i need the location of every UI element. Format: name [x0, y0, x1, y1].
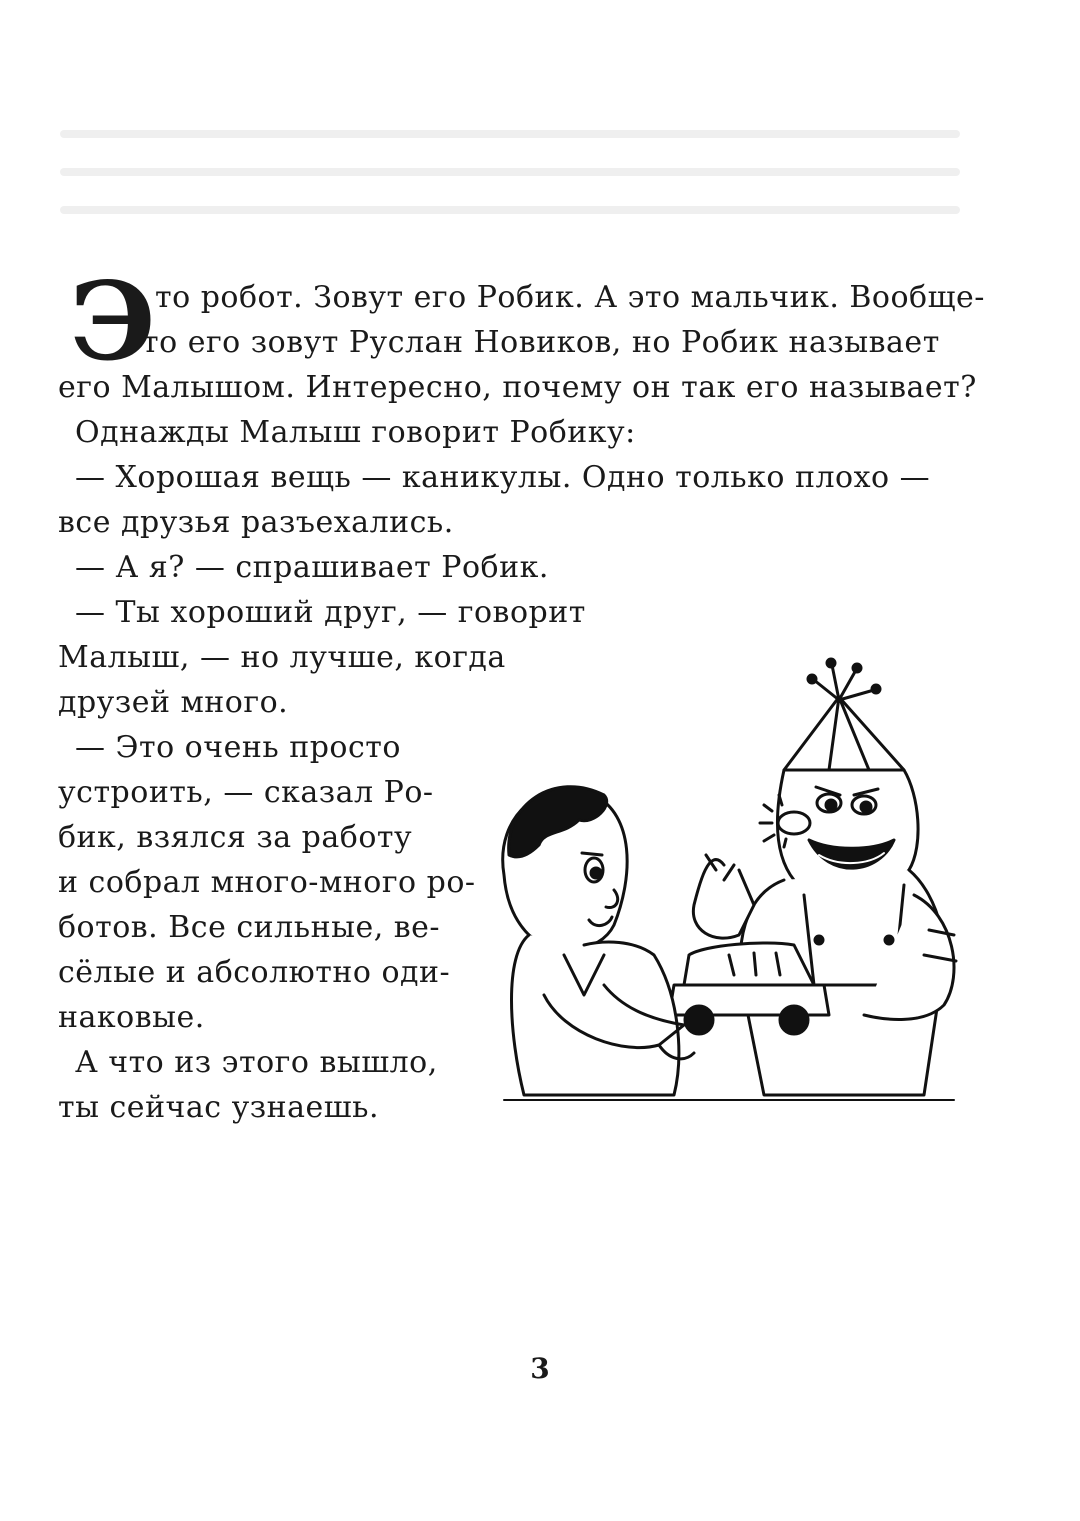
robot-antenna: [808, 659, 880, 700]
text-line-8: — Ты хороший друг, — говорит: [75, 595, 586, 630]
text-line-1: то робот. Зовут его Робик. А это мальчик. Вообще-: [155, 280, 985, 315]
text-line-12: устроить, — сказал Ро-: [58, 775, 434, 810]
text-line-9: Малыш, — но лучше, когда: [58, 640, 506, 675]
text-line-6: все друзья разъехались.: [58, 505, 454, 540]
boy-body: [512, 935, 679, 1095]
text-line-17: наковые.: [58, 1000, 205, 1035]
robot-and-boy-illustration: [484, 655, 984, 1135]
page-number: 3: [530, 1352, 550, 1385]
drop-cap-letter: Э: [70, 259, 156, 385]
show-through-text: [60, 130, 960, 250]
robot-hand: [693, 860, 754, 939]
text-line-19: ты сейчас узнаешь.: [58, 1090, 380, 1125]
text-line-15: ботов. Все сильные, ве-: [58, 910, 441, 945]
text-line-16: сёлые и абсолютно оди-: [58, 955, 451, 990]
text-line-7: — А я? — спрашивает Робик.: [75, 550, 549, 585]
text-line-3: его Малышом. Интересно, почему он так его называет?: [58, 370, 977, 405]
text-line-18: А что из этого вышло,: [75, 1045, 438, 1080]
text-line-10: друзей много.: [58, 685, 289, 720]
text-line-11: — Это очень просто: [75, 730, 401, 765]
text-line-13: бик, взялся за работу: [58, 820, 413, 855]
text-line-14: и собрал много-много ро-: [58, 865, 476, 900]
text-line-4: Однажды Малыш говорит Робику:: [75, 415, 636, 450]
text-line-2: то его зовут Руслан Новиков, но Робик называет: [142, 325, 940, 360]
text-line-5: — Хорошая вещь — каникулы. Одно только плохо —: [75, 460, 931, 495]
robot-nose: [778, 812, 810, 834]
